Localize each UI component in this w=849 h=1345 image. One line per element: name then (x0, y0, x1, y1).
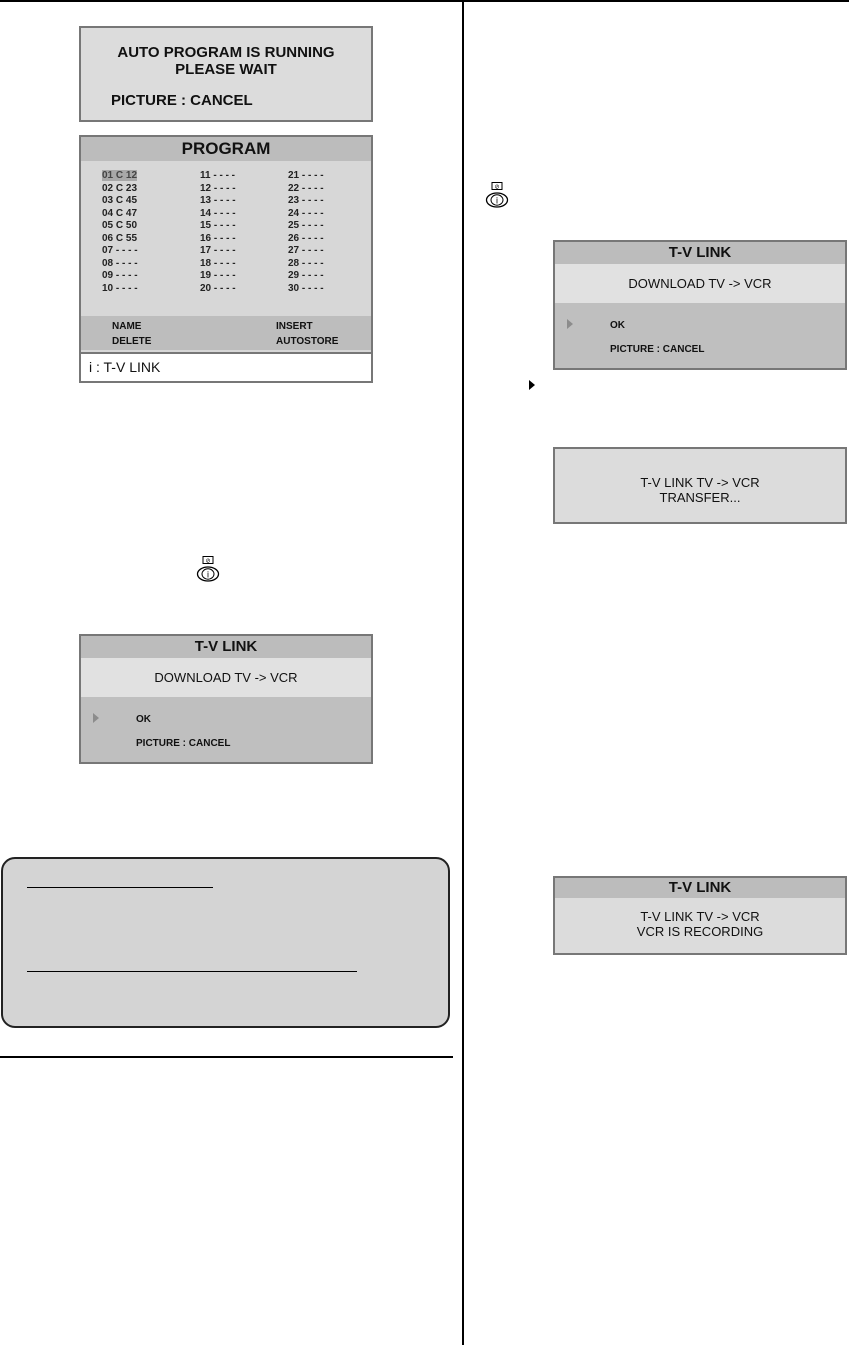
recording-line1: T-V LINK TV -> VCR (640, 909, 760, 924)
arrow-right-icon (529, 380, 535, 390)
selection-arrow-icon (93, 713, 99, 723)
auto-program-cancel: PICTURE : CANCEL (111, 92, 253, 109)
program-slot[interactable]: 20 - - - - (200, 282, 236, 294)
svg-text:⊘: ⊘ (205, 558, 211, 565)
program-slot[interactable]: 25 - - - - (288, 220, 324, 231)
svg-text:i: i (496, 195, 498, 206)
auto-program-line1: AUTO PROGRAM IS RUNNING (117, 44, 335, 61)
footer-autostore: AUTOSTORE (276, 336, 339, 347)
note-underline (27, 971, 357, 972)
program-slot[interactable]: 08 - - - - (102, 257, 138, 269)
recording-line2: VCR IS RECORDING (636, 924, 764, 939)
program-slot[interactable]: 30 - - - - (288, 282, 324, 294)
program-slot[interactable]: 10 - - - - (102, 282, 138, 294)
info-button-icon (485, 182, 509, 208)
program-slot[interactable]: 03 C 45 (102, 195, 138, 206)
footer-insert: INSERT (276, 321, 313, 332)
program-slot[interactable]: 29 - - - - (288, 270, 324, 281)
program-slot[interactable]: 24 - - - - (288, 207, 324, 219)
program-slot[interactable]: 26 - - - - (288, 232, 324, 244)
program-footer (81, 316, 371, 350)
transfer-line1: T-V LINK TV -> VCR (640, 475, 760, 490)
recording-screen (553, 876, 847, 955)
tvlink-options (555, 303, 845, 368)
auto-program-screen (79, 26, 373, 122)
footer-delete: DELETE (112, 336, 152, 347)
tvlink-cancel[interactable]: PICTURE : CANCEL (136, 738, 231, 749)
program-info-line: i : T-V LINK (81, 352, 371, 381)
program-slot[interactable]: 11 - - - - (200, 170, 236, 181)
program-slot[interactable]: 05 C 50 (102, 220, 138, 231)
tvlink-cancel[interactable]: PICTURE : CANCEL (610, 344, 705, 355)
program-slot[interactable]: 07 - - - - (102, 245, 138, 256)
program-slot[interactable]: 19 - - - - (200, 270, 236, 281)
program-title: PROGRAM (81, 137, 371, 161)
tvlink-ok[interactable]: OK (610, 320, 625, 331)
program-slot[interactable]: 04 C 47 (102, 207, 138, 219)
column-divider (462, 0, 464, 1345)
recording-title: T-V LINK (555, 878, 845, 898)
tvlink-options (81, 697, 371, 762)
auto-program-line2: PLEASE WAIT (175, 61, 277, 78)
tvlink-ok[interactable]: OK (136, 714, 151, 725)
program-slot[interactable]: 18 - - - - (200, 257, 236, 269)
info-button-icon (196, 556, 220, 582)
program-slot[interactable]: 13 - - - - (200, 195, 236, 206)
top-rule (0, 0, 849, 2)
program-slot[interactable]: 23 - - - - (288, 195, 324, 206)
note-underline (27, 887, 213, 888)
program-slot[interactable]: 09 - - - - (102, 270, 138, 281)
program-slot[interactable]: 14 - - - - (200, 207, 236, 219)
note-box (1, 857, 450, 1028)
tvlink-message: DOWNLOAD TV -> VCR (555, 264, 845, 303)
transfer-line2: TRANSFER... (659, 490, 741, 505)
tvlink-title: T-V LINK (81, 636, 371, 658)
program-slot[interactable]: 15 - - - - (200, 220, 236, 231)
program-slot[interactable]: 28 - - - - (288, 257, 324, 269)
program-slot[interactable]: 06 C 55 (102, 232, 138, 244)
tvlink-message: DOWNLOAD TV -> VCR (81, 658, 371, 697)
tvlink-dialog (79, 634, 373, 764)
program-slot[interactable]: 27 - - - - (288, 245, 324, 256)
program-slot[interactable]: 17 - - - - (200, 245, 236, 256)
program-slot[interactable]: 22 - - - - (288, 182, 324, 194)
tvlink-dialog (553, 240, 847, 370)
program-slot[interactable]: 01 C 12 (102, 170, 138, 181)
transfer-screen (553, 447, 847, 524)
program-slot[interactable]: 12 - - - - (200, 182, 236, 194)
program-table-screen (79, 135, 373, 383)
program-slot[interactable]: 02 C 23 (102, 182, 138, 194)
program-slot[interactable]: 16 - - - - (200, 232, 236, 244)
svg-text:i: i (207, 569, 209, 580)
section-rule (0, 1056, 453, 1058)
tvlink-title: T-V LINK (555, 242, 845, 264)
footer-name: NAME (112, 321, 142, 332)
program-slot[interactable]: 21 - - - - (288, 170, 324, 181)
svg-text:⊘: ⊘ (494, 184, 500, 191)
selection-arrow-icon (567, 319, 573, 329)
